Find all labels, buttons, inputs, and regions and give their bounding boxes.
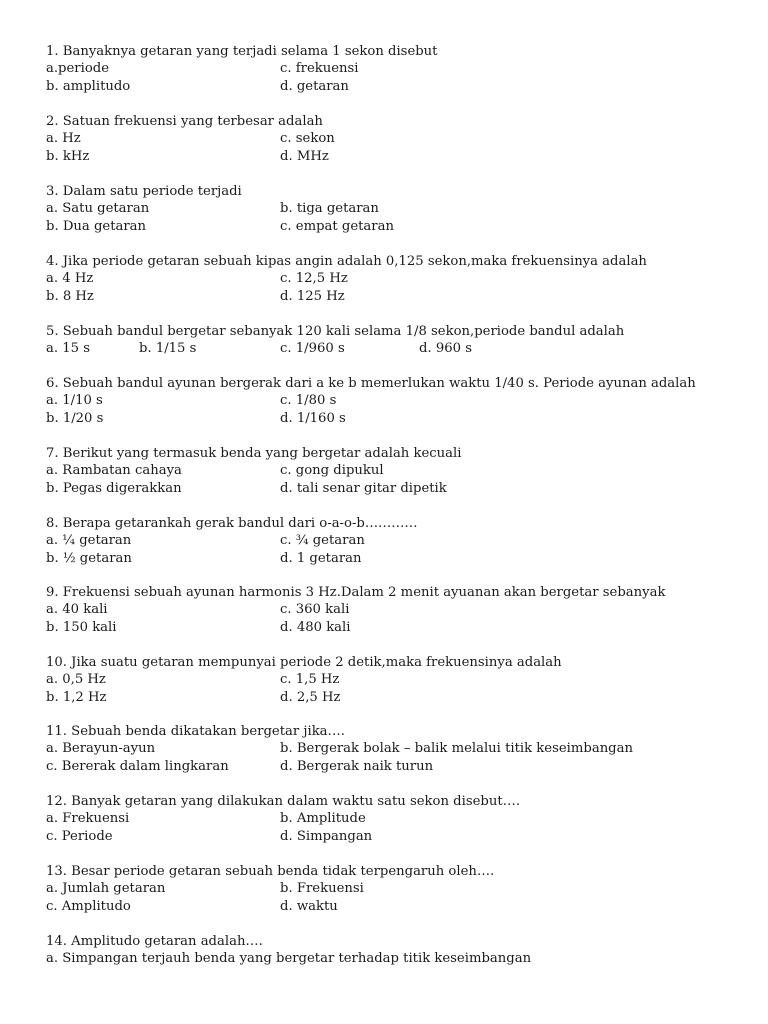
- option-row: [46, 898, 746, 915]
- question-text: 1. Banyaknya getaran yang terjadi selama 1 sekon disebut: [46, 44, 438, 59]
- option-row: [46, 950, 746, 967]
- option-a: a. Jumlah getaran: [46, 881, 166, 897]
- option-row: [46, 880, 746, 897]
- option-c: c. Bererak dalam lingkaran: [46, 758, 229, 774]
- option-row: [46, 218, 746, 235]
- option-b: b. Dua getaran: [46, 218, 147, 234]
- option-b: b. 1/20 s: [46, 410, 104, 426]
- option-row: [46, 340, 746, 357]
- option-c: c. 1/80 s: [280, 393, 337, 409]
- question-10: [46, 654, 746, 706]
- question-14: [46, 933, 746, 968]
- option-d: d. 1 getaran: [280, 550, 362, 566]
- option-d: d. tali senar gitar dipetik: [280, 480, 447, 496]
- question-7: [46, 445, 746, 497]
- question-9: [46, 584, 746, 636]
- option-c: c. gong dipukul: [280, 463, 384, 479]
- option-b: b. Frekuensi: [280, 881, 364, 897]
- option-d: d. 960 s: [419, 341, 472, 357]
- option-row: [46, 480, 746, 497]
- question-11: [46, 723, 746, 775]
- option-a: a. 40 kali: [46, 602, 108, 618]
- option-row: [46, 619, 746, 636]
- question-text: 5. Sebuah bandul bergetar sebanyak 120 kali selama 1/8 sekon,periode bandul adalah: [46, 324, 625, 339]
- option-row: [46, 740, 746, 757]
- option-d: d. getaran: [280, 78, 349, 94]
- option-b: b. 1/15 s: [139, 341, 197, 357]
- option-a: a. Simpangan terjauh benda yang bergetar terhadap titik keseimbangan: [46, 951, 532, 967]
- question-1: [46, 43, 746, 95]
- option-a: a. ¼ getaran: [46, 533, 132, 549]
- question-text: 10. Jika suatu getaran mempunyai periode 2 detik,maka frekuensinya adalah: [46, 655, 562, 670]
- question-13: [46, 863, 746, 915]
- question-4: [46, 253, 746, 305]
- option-b: b. 150 kali: [46, 619, 117, 635]
- option-row: [46, 60, 746, 77]
- question-text: 3. Dalam satu periode terjadi: [46, 184, 242, 199]
- option-row: [46, 410, 746, 427]
- option-row: [46, 392, 746, 409]
- option-a: a. 0,5 Hz: [46, 672, 106, 688]
- option-d: d. Bergerak naik turun: [280, 758, 434, 774]
- question-12: [46, 793, 746, 845]
- option-row: [46, 288, 746, 305]
- option-c: c. Periode: [46, 828, 113, 844]
- question-text: 2. Satuan frekuensi yang terbesar adalah: [46, 114, 323, 129]
- option-row: [46, 130, 746, 147]
- question-text: 12. Banyak getaran yang dilakukan dalam waktu satu sekon disebut….: [46, 794, 521, 809]
- option-c: c. frekuensi: [280, 61, 359, 77]
- option-d: d. 1/160 s: [280, 410, 346, 426]
- option-row: [46, 601, 746, 618]
- option-a: a. Hz: [46, 131, 81, 147]
- option-a: a. Rambatan cahaya: [46, 463, 182, 479]
- question-5: [46, 323, 746, 358]
- option-c: c. 1,5 Hz: [280, 672, 340, 688]
- option-b: b. ½ getaran: [46, 550, 132, 566]
- option-d: d. 480 kali: [280, 619, 351, 635]
- question-text: 8. Berapa getarankah gerak bandul dari o-a-o-b…………: [46, 516, 418, 531]
- question-text: 13. Besar periode getaran sebuah benda tidak terpengaruh oleh….: [46, 864, 495, 879]
- option-b: b. 1,2 Hz: [46, 689, 107, 705]
- question-text: 6. Sebuah bandul ayunan bergerak dari a ke b memerlukan waktu 1/40 s. Periode ayunan adalah: [46, 376, 696, 391]
- option-a: a. 15 s: [46, 341, 90, 357]
- option-row: [46, 689, 746, 706]
- option-c: c. sekon: [280, 131, 335, 147]
- question-text: 11. Sebuah benda dikatakan bergetar jika….: [46, 724, 345, 739]
- option-b: b. Amplitude: [280, 811, 366, 827]
- option-a: a. 1/10 s: [46, 393, 103, 409]
- question-2: [46, 113, 746, 165]
- option-a: a.periode: [46, 61, 110, 77]
- option-b: b. Bergerak bolak – balik melalui titik keseimbangan: [280, 741, 633, 757]
- option-b: b. 8 Hz: [46, 288, 94, 304]
- option-row: [46, 270, 746, 287]
- question-text: 14. Amplitudo getaran adalah….: [46, 934, 263, 949]
- option-c: c. Amplitudo: [46, 898, 131, 914]
- option-b: b. kHz: [46, 148, 90, 164]
- option-d: d. Simpangan: [280, 828, 373, 844]
- option-d: d. waktu: [280, 898, 338, 914]
- option-row: [46, 671, 746, 688]
- option-row: [46, 550, 746, 567]
- option-c: c. ¾ getaran: [280, 533, 365, 549]
- option-row: [46, 148, 746, 165]
- option-d: d. 125 Hz: [280, 288, 345, 304]
- option-a: a. Berayun-ayun: [46, 741, 156, 757]
- option-c: c. 1/960 s: [280, 341, 345, 357]
- option-row: [46, 462, 746, 479]
- question-6: [46, 375, 746, 427]
- option-b: b. tiga getaran: [280, 201, 379, 217]
- option-row: [46, 810, 746, 827]
- option-row: [46, 200, 746, 217]
- option-c: c. empat getaran: [280, 218, 394, 234]
- option-a: a. Satu getaran: [46, 201, 150, 217]
- option-b: b. Pegas digerakkan: [46, 480, 182, 496]
- option-a: a. 4 Hz: [46, 271, 94, 287]
- option-c: c. 360 kali: [280, 602, 350, 618]
- option-b: b. amplitudo: [46, 78, 131, 94]
- question-8: [46, 515, 746, 567]
- option-a: a. Frekuensi: [46, 811, 130, 827]
- option-row: [46, 78, 746, 95]
- option-row: [46, 758, 746, 775]
- option-c: c. 12,5 Hz: [280, 271, 348, 287]
- question-text: 7. Berikut yang termasuk benda yang bergetar adalah kecuali: [46, 446, 462, 461]
- option-row: [46, 828, 746, 845]
- option-d: d. 2,5 Hz: [280, 689, 341, 705]
- option-row: [46, 532, 746, 549]
- option-d: d. MHz: [280, 148, 329, 164]
- question-text: 9. Frekuensi sebuah ayunan harmonis 3 Hz.Dalam 2 menit ayuanan akan bergetar sebanyak: [46, 585, 666, 600]
- question-text: 4. Jika periode getaran sebuah kipas angin adalah 0,125 sekon,maka frekuensinya adalah: [46, 254, 647, 269]
- question-3: [46, 183, 746, 235]
